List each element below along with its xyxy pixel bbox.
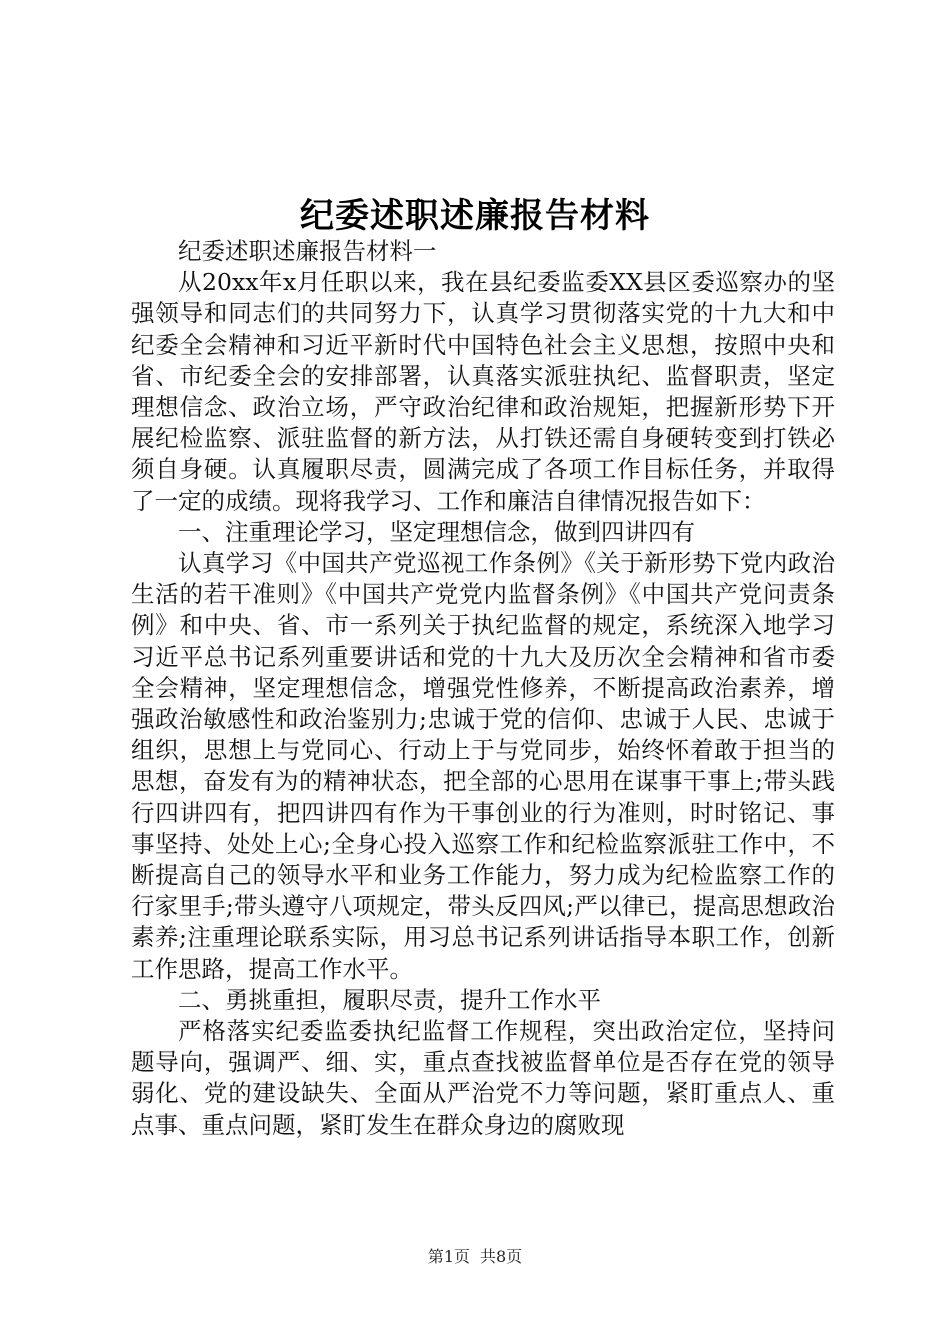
document-title: 纪委述职述廉报告材料 (300, 196, 650, 236)
document-body (131, 236, 835, 1141)
page-total: 共8页 (480, 1247, 523, 1266)
subtitle-paragraph: 纪委述职述廉报告材料一 (178, 237, 437, 265)
section-heading-2: 二、勇挑重担，履职尽责，提升工作水平 (178, 985, 601, 1014)
page-footer (0, 1244, 950, 1267)
section-1-paragraph: 认真学习《中国共产党巡视工作条例》《关于新形势下党内政治生活的若干准则》《中国共产党党内监督条例》《中国共产党问责条例》和中央、省、市一系列关于执纪监督的规定，系统深入地学习习近平总书记系列重要讲话和党的十九大及历次全会精神和省市委全会精神，坚定理想信念，增强党性修养，不断提高政治素养，增强政治敏感性和政治鉴别力;忠诚于党的信仰、忠诚于人民、忠诚于组织，思想上与党同心、行动上于与党同步，始终怀着敢于担当的思想，奋发有为的精神状态，把全部的心思用在谋事干事上;带头践行四讲四有，把四讲四有作为干事创业的行为准则，时时铭记、事事坚持、处处上心;全身心投入巡察工作和纪检监察派驻工作中，不断提高自己的领导水平和业务工作能力，努力成为纪检监察工作的行家里手;带头遵守八项规定，带头反四风;严以律已，提高思想政治素养;注重理论联系实际，用习总书记系列讲话指导本职工作，创新工作思路，提高工作水平。 (131, 549, 835, 983)
section-heading-1: 一、注重理论学习，坚定理想信念，做到四讲四有 (178, 517, 695, 546)
page-number: 第1页 (427, 1247, 470, 1266)
intro-paragraph: 从20xx年x月任职以来，我在县纪委监委XX县区委巡察办的坚强领导和同志们的共同努力下，认真学习贯彻落实党的十九大和中纪委全会精神和习近平新时代中国特色社会主义思想，按照中央和省、市纪委全会的安排部署，认真落实派驻执纪、监督职责，坚定理想信念、政治立场，严守政治纪律和政治规矩，把握新形势下开展纪检监察、派驻监督的新方法，从打铁还需自身硬转变到打铁必须自身硬。认真履职尽责，圆满完成了各项工作目标任务，并取得了一定的成绩。现将我学习、工作和廉洁自律情况报告如下： (131, 268, 835, 515)
section-2-paragraph: 严格落实纪委监委执纪监督工作规程，突出政治定位，坚持问题导向，强调严、细、实，重点查找被监督单位是否存在党的领导弱化、党的建设缺失、全面从严治党不力等问题，紧盯重点人、重点事、重点问题，紧盯发生在群众身边的腐败现 (131, 1017, 835, 1139)
